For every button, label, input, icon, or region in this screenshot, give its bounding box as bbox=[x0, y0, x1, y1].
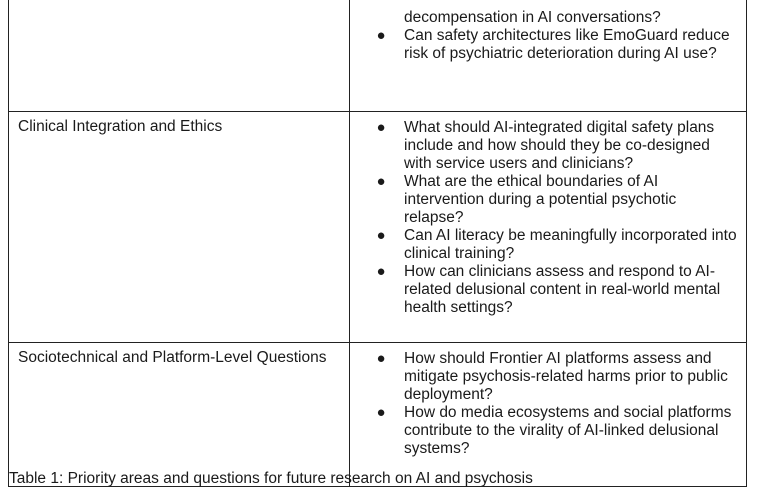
table-row bbox=[9, 112, 747, 343]
area-cell bbox=[9, 112, 350, 343]
list-item bbox=[350, 263, 740, 317]
table-caption: Table 1: Priority areas and questions for future research on AI and psychosis bbox=[9, 470, 533, 487]
list-item bbox=[350, 119, 740, 173]
bullet-icon: ● bbox=[376, 173, 386, 190]
area-label: Clinical Integration and Ethics bbox=[18, 118, 223, 135]
question-list bbox=[350, 119, 740, 317]
bullet-icon: ● bbox=[376, 27, 386, 44]
question-list bbox=[350, 9, 740, 63]
list-item bbox=[350, 27, 740, 63]
list-item bbox=[350, 227, 740, 263]
question-list bbox=[350, 350, 740, 458]
bullet-icon: ● bbox=[376, 119, 386, 136]
list-item bbox=[350, 9, 740, 27]
question-text: How should Frontier AI platforms assess and mitigate psychosis-related harms prior to public deployment? bbox=[404, 350, 728, 403]
questions-cell bbox=[350, 0, 747, 112]
question-text: decompensation in AI conversations? bbox=[404, 9, 661, 26]
questions-cell bbox=[350, 343, 747, 487]
area-cell bbox=[9, 343, 350, 487]
bullet-icon: ● bbox=[376, 263, 386, 280]
bullet-icon: ● bbox=[376, 404, 386, 421]
area-label: Sociotechnical and Platform-Level Questions bbox=[18, 349, 327, 366]
table-row bbox=[9, 0, 747, 112]
question-text: Can AI literacy be meaningfully incorporated into clinical training? bbox=[404, 227, 737, 262]
questions-cell bbox=[350, 112, 747, 343]
list-item bbox=[350, 173, 740, 227]
area-cell bbox=[9, 0, 350, 112]
question-text: What are the ethical boundaries of AI intervention during a potential psychotic relapse? bbox=[404, 173, 677, 226]
question-text: How can clinicians assess and respond to AI-related delusional content in real-world mental health settings? bbox=[404, 263, 721, 316]
question-text: How do media ecosystems and social platforms contribute to the virality of AI-linked delusional systems? bbox=[404, 404, 732, 457]
list-item bbox=[350, 404, 740, 458]
bullet-icon: ● bbox=[376, 350, 386, 367]
list-item bbox=[350, 350, 740, 404]
question-text: Can safety architectures like EmoGuard reduce risk of psychiatric deterioration during AI use? bbox=[404, 27, 730, 62]
research-priorities-table bbox=[8, 0, 747, 487]
question-text: What should AI-integrated digital safety plans include and how should they be co-designed with service users and clinicians? bbox=[404, 119, 715, 172]
bullet-icon: ● bbox=[376, 227, 386, 244]
table-row bbox=[9, 343, 747, 487]
